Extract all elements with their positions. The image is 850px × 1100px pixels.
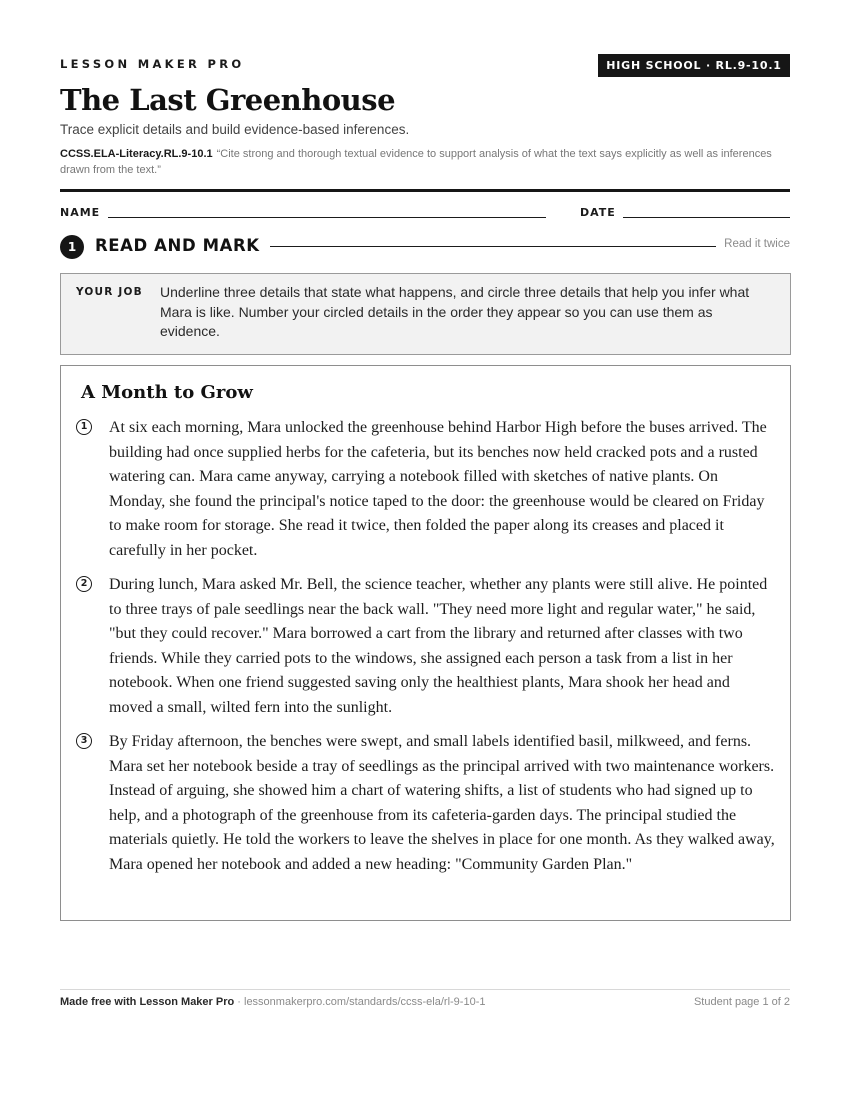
standard-statement: [60, 147, 795, 178]
footer-url[interactable]: · lessonmakerpro.com/standards/ccss-ela/rl-9-10-1: [234, 996, 486, 1008]
instructions-box: [60, 273, 791, 355]
paragraph-number: 3: [76, 733, 92, 749]
page-indicator: Student page 1 of 2: [693, 996, 790, 1008]
date-label: DATE: [580, 206, 616, 219]
standard-code: CCSS.ELA-Literacy.RL.9-10.1: [60, 148, 213, 160]
section-note: Read it twice: [724, 238, 790, 250]
section-divider: [270, 246, 716, 247]
standard-text: “Cite strong and thorough textual evidence to support analysis of what the text says explicitly as well as inferences drawn from the text.”: [60, 148, 772, 176]
date-field[interactable]: [623, 217, 790, 218]
brand-name: LESSON MAKER PRO: [60, 57, 245, 71]
name-field[interactable]: [108, 217, 546, 218]
level-badge: HIGH SCHOOL · RL.9-10.1: [598, 54, 790, 77]
section-title: READ AND MARK: [95, 236, 260, 255]
name-label: NAME: [60, 206, 101, 219]
paragraph-text: By Friday afternoon, the benches were swept, and small labels identified basil, milkweed, and ferns. Mara set her notebook beside a tray of seedlings as the principal arrived with two maintenance workers. Instead of arguing, she showed him a chart of watering shifts, a list of students who had signed up to help, and a photograph of the greenhouse from its cafeteria-garden days. The principal studied the materials quietly. He told the workers to leave the shelves in place for one month. As they walked away, Mara opened her notebook and added a new heading: "Community Garden Plan.": [109, 733, 775, 873]
footer-divider: [60, 989, 790, 990]
instructions-text: Underline three details that state what happens, and circle three details that help you infer what Mara is like. Number your circled details in the order they appear so you can use them as evidence.: [160, 284, 750, 339]
instructions-label: YOUR JOB: [76, 286, 143, 298]
worksheet-subtitle: Trace explicit details and build evidence-based inferences.: [60, 122, 410, 137]
footer-credit: [60, 996, 485, 1008]
passage-title: A Month to Grow: [81, 382, 253, 403]
passage-box: [60, 365, 791, 921]
paragraph-text: During lunch, Mara asked Mr. Bell, the science teacher, whether any plants were still alive. He pointed to three trays of pale seedlings near the back wall. "They need more light and regular water," he said, "but they could recover." Mara borrowed a cart from the library and returned after classes with two friends. While they carried pots to the windows, she assigned each person a task from a list in her notebook. When one friend suggested saving only the healthiest plants, Mara shook her head and moved a small, wilted fern into the sunlight.: [109, 576, 768, 716]
footer-made-with: Made free with Lesson Maker Pro: [60, 996, 235, 1008]
worksheet-title: The Last Greenhouse: [60, 83, 396, 117]
header-divider: [60, 189, 790, 192]
paragraph-number: 1: [76, 419, 92, 435]
step-number-badge: 1: [60, 235, 84, 259]
paragraph-number: 2: [76, 576, 92, 592]
paragraph-text: At six each morning, Mara unlocked the greenhouse behind Harbor High before the buses arrived. The building had once supplied herbs for the cafeteria, but its benches now held cracked pots and a rusted watering can. Mara came anyway, carrying a notebook filled with sketches of native plants. On Monday, she found the principal's notice taped to the door: the greenhouse would be cleared on Friday to make room for storage. She read it twice, then folded the paper along its creases and placed it carefully in her pocket.: [109, 419, 767, 559]
